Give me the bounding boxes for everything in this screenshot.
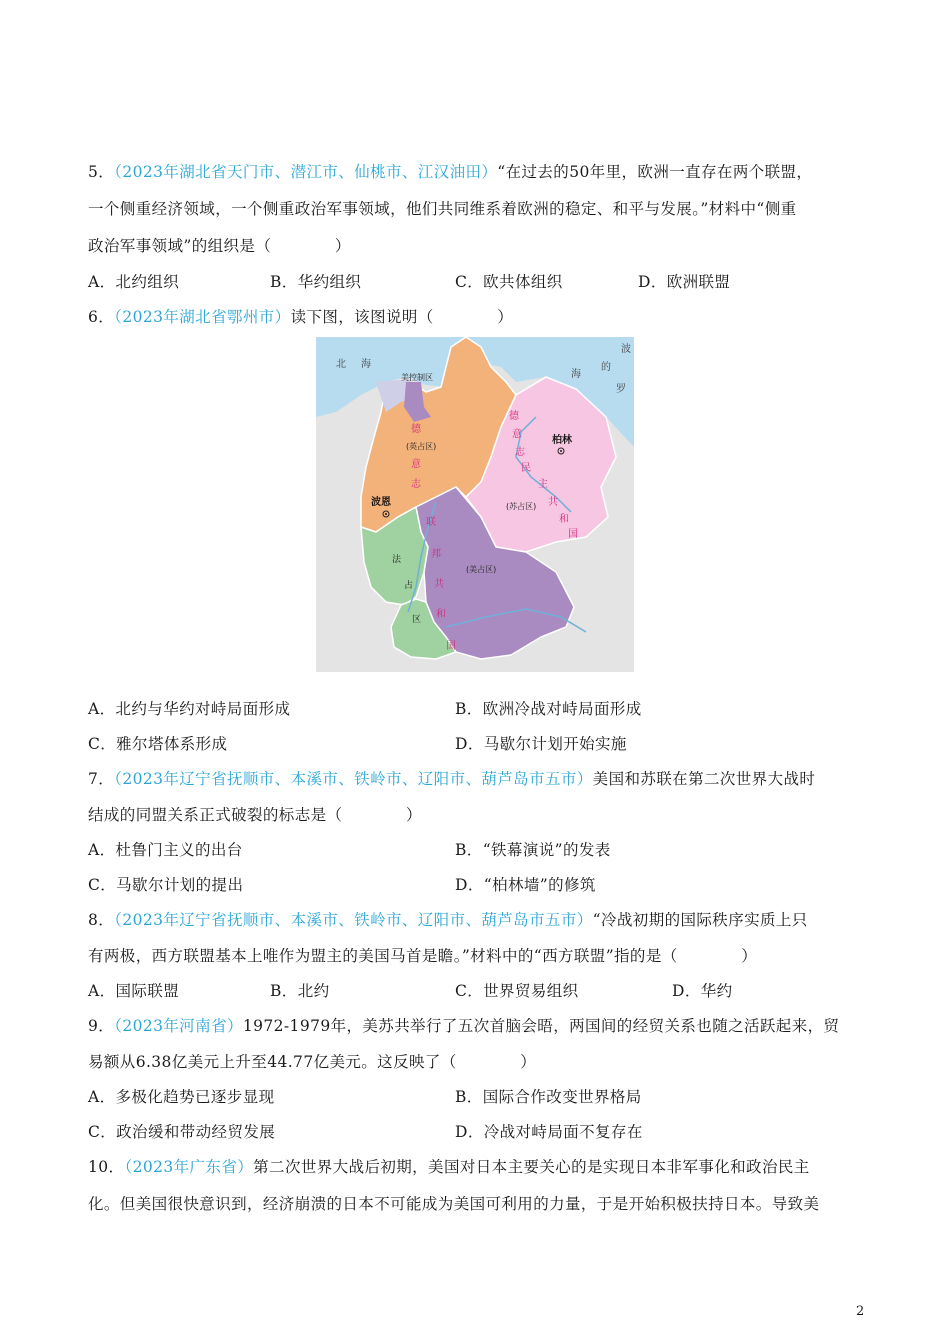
brd-char-1: 德: [411, 424, 421, 435]
option-b: B．欧洲冷战对峙局面形成: [455, 700, 642, 718]
sea-baltic-label-2: 的: [601, 362, 611, 373]
question-text: “冷战初期的国际秩序实质上只: [592, 911, 808, 929]
question-8-line-1: [88, 910, 808, 930]
option-d: D．华约: [672, 982, 733, 1000]
brd-char-2: 意: [411, 459, 421, 470]
question-source: （2023年广东省）: [124, 1158, 254, 1176]
question-number: 8．: [88, 911, 115, 929]
question-9-line-2: 易额从6.38亿美元上升至44.77亿美元。这反映了（ ）: [88, 1053, 537, 1071]
question-10-line-1: [88, 1157, 810, 1177]
option-c: C．马歇尔计划的提出: [88, 876, 244, 894]
option-d: D．冷战对峙局面不复存在: [455, 1123, 643, 1141]
question-number: 10．: [88, 1158, 125, 1176]
option-d: D．马歇尔计划开始实施: [455, 735, 627, 753]
question-7-line-1: [88, 769, 815, 789]
option-a: A．国际联盟: [88, 982, 180, 1000]
option-a: A．北约组织: [88, 273, 180, 291]
option-a: A．杜鲁门主义的出台: [88, 841, 243, 859]
question-source: （2023年河南省）: [114, 1017, 243, 1035]
brd-char-6: 共: [434, 579, 444, 590]
question-5-line-1: [88, 162, 812, 182]
question-8-line-2: 有两极，西方联盟基本上唯作为盟主的美国马首是瞻。”材料中的“西方联盟”指的是（ ）: [88, 947, 758, 965]
berlin-marker-dot: [560, 450, 562, 452]
question-number: 6．: [88, 308, 115, 326]
ddr-char-1: 德: [509, 411, 519, 422]
option-c: C．雅尔塔体系形成: [88, 735, 228, 753]
question-number: 5．: [88, 163, 115, 181]
berlin-label: 柏林: [552, 435, 572, 446]
question-9-line-1: [88, 1016, 839, 1036]
sea-north-label-2: 海: [361, 359, 371, 370]
ddr-char-3: 志: [515, 447, 525, 458]
question-5-line-2: 一个侧重经济领域，一个侧重政治军事领域，他们共同维系着欧洲的稳定、和平与发展。”材料中“侧重: [88, 200, 797, 218]
page-number: 2: [856, 1304, 865, 1319]
question-text: 美国和苏联在第二次世界大战时: [592, 770, 816, 788]
ddr-char-8: 国: [568, 529, 578, 540]
bonn-label: 波恩: [371, 497, 391, 508]
ddr-char-7: 和: [559, 514, 569, 525]
fr-char-2: 占: [404, 581, 414, 591]
brd-char-3: 志: [411, 479, 421, 490]
bonn-marker-dot: [385, 513, 387, 515]
fr-char-1: 法: [392, 555, 402, 565]
us-zone-label: (美占区): [466, 565, 497, 574]
question-text: “在过去的50年里，欧洲一直存在两个联盟，: [497, 163, 813, 181]
question-7-line-2: 结成的同盟关系正式破裂的标志是（ ）: [88, 806, 422, 824]
question-10-line-2: 化。但美国很快意识到，经济崩溃的日本不可能成为美国可利用的力量，于是开始积极扶持日本。导致美: [88, 1195, 820, 1213]
sea-baltic-label-1: 波: [621, 344, 631, 355]
brd-char-4: 联: [426, 517, 436, 528]
us-control-label: 美控制区: [401, 373, 433, 382]
british-zone-label: (英占区): [406, 442, 437, 451]
germany-occupation-map: [316, 337, 634, 672]
option-c: C．世界贸易组织: [455, 982, 579, 1000]
option-b: B．华约组织: [270, 273, 362, 291]
brd-char-8: 国: [446, 641, 456, 652]
fr-char-3: 区: [412, 615, 422, 625]
ddr-char-6: 共: [548, 497, 558, 508]
option-b: B．“铁幕演说”的发表: [455, 841, 611, 859]
option-d: D．欧洲联盟: [638, 273, 731, 291]
question-number: 9．: [88, 1017, 115, 1035]
question-source: （2023年辽宁省抚顺市、本溪市、铁岭市、辽阳市、葫芦岛市五市）: [114, 770, 593, 788]
question-6-line-1: [88, 307, 513, 327]
ddr-char-4: 民: [521, 463, 531, 474]
brd-char-5: 邦: [431, 549, 441, 560]
sea-baltic-label-3: 海: [571, 369, 581, 380]
option-a: A．多极化趋势已逐步显现: [88, 1088, 275, 1106]
sea-baltic-label-4: 罗: [616, 384, 626, 395]
option-a: A．北约与华约对峙局面形成: [88, 700, 291, 718]
question-source: （2023年辽宁省抚顺市、本溪市、铁岭市、辽阳市、葫芦岛市五市）: [114, 911, 593, 929]
question-number: 7．: [88, 770, 115, 788]
option-c: C．欧共体组织: [455, 273, 563, 291]
option-b: B．国际合作改变世界格局: [455, 1088, 642, 1106]
ddr-char-5: 主: [538, 479, 548, 490]
soviet-zone-label: (苏占区): [506, 502, 537, 511]
option-c: C．政治缓和带动经贸发展: [88, 1123, 276, 1141]
question-text: 第二次世界大战后初期，美国对日本主要关心的是实现日本非军事化和政治民主: [253, 1158, 810, 1176]
question-5-line-3: 政治军事领域”的组织是（ ）: [88, 237, 351, 255]
option-d: D．“柏林墙”的修筑: [455, 876, 596, 894]
sea-north-label-1: 北: [336, 359, 346, 370]
ddr-char-2: 意: [512, 429, 522, 440]
question-source: （2023年湖北省天门市、潜江市、仙桃市、江汉油田）: [114, 163, 498, 181]
brd-char-7: 和: [436, 609, 446, 620]
question-text: 1972-1979年，美苏共举行了五次首脑会晤，两国间的经贸关系也随之活跃起来，贸: [242, 1017, 840, 1035]
question-source: （2023年湖北省鄂州市）: [114, 308, 291, 326]
option-b: B．北约: [270, 982, 330, 1000]
question-text: 读下图，该图说明（ ）: [290, 308, 514, 326]
